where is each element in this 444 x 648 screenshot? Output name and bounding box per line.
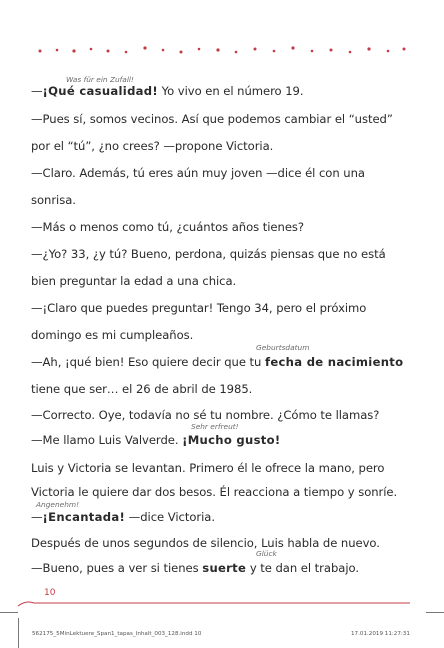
paragraph	[31, 561, 359, 575]
text: —	[31, 84, 43, 98]
paragraph	[31, 433, 280, 447]
crop-mark	[18, 618, 19, 648]
paragraph	[31, 355, 403, 369]
paragraph-line: sonrisa.	[31, 193, 76, 207]
footer-rule	[0, 597, 444, 609]
paragraph	[31, 84, 304, 98]
paragraph-line: domingo es mi cumpleaños.	[31, 328, 194, 342]
paragraph-line: bien preguntar la edad a una chica.	[31, 274, 237, 288]
crop-mark	[0, 612, 18, 613]
decorative-dot-row	[0, 0, 444, 80]
text: —Me llamo Luis Valverde.	[31, 433, 183, 447]
paragraph-line: por el “tú”, ¿no crees? —propone Victoria.	[31, 139, 274, 153]
text: y te dan el trabajo.	[246, 561, 359, 575]
text: —	[31, 510, 43, 524]
paragraph-line: —Correcto. Oye, todavía no sé tu nombre. ¿Cómo te llamas?	[31, 408, 380, 422]
paragraph-line: —¡Claro que puedes preguntar! Tengo 34, pero el próximo	[31, 301, 367, 315]
paragraph-line: Después de unos segundos de silencio, Luis habla de nuevo.	[31, 536, 380, 550]
paragraph	[31, 510, 215, 524]
vocabulary-highlight: ¡Qué casualidad!	[42, 84, 158, 98]
vocabulary-highlight: suerte	[202, 561, 247, 575]
crop-mark	[426, 612, 444, 613]
vocabulary-highlight: ¡Encantada!	[42, 510, 126, 524]
gloss-glueck: Glück	[256, 549, 277, 558]
gloss-geburtsdatum: Geburtsdatum	[256, 343, 310, 352]
page-number: 10	[44, 588, 56, 598]
paragraph-line: Victoria le quiere dar dos besos. Él reacciona a tiempo y sonríe.	[31, 485, 398, 499]
paragraph-line: —¿Yo? 33, ¿y tú? Bueno, perdona, quizás piensas que no está	[31, 247, 386, 261]
gloss-sehr-erfreut: Sehr erfreut!	[191, 422, 239, 431]
paragraph-line: —Claro. Además, tú eres aún muy joven —dice él con una	[31, 166, 365, 180]
vocabulary-highlight: ¡Mucho gusto!	[182, 433, 281, 447]
paragraph-line: —Pues sí, somos vecinos. Así que podemos cambiar el “usted”	[31, 112, 393, 126]
gloss-zufall: Was für ein Zufall!	[66, 75, 134, 84]
print-slug-date: 17.01.2019 11:27:31	[351, 631, 410, 637]
text: —Ah, ¡qué bien! Eso quiere decir que tu	[31, 355, 265, 369]
text: —Bueno, pues a ver si tienes	[31, 561, 203, 575]
vocabulary-highlight: fecha de nacimiento	[265, 355, 404, 369]
paragraph-line: tiene que ser… el 26 de abril de 1985.	[31, 382, 253, 396]
print-slug-file: 562175_5MinLektuere_Span1_tapas_Inhalt_003_128.indd 10	[32, 631, 202, 637]
gloss-angenehm: Angenehm!	[36, 500, 80, 509]
text: —dice Victoria.	[125, 510, 215, 524]
paragraph-line: Luis y Victoria se levantan. Primero él le ofrece la mano, pero	[31, 461, 385, 475]
paragraph-line: —Más o menos como tú, ¿cuántos años tienes?	[31, 220, 304, 234]
text: Yo vivo en el número 19.	[157, 84, 304, 98]
